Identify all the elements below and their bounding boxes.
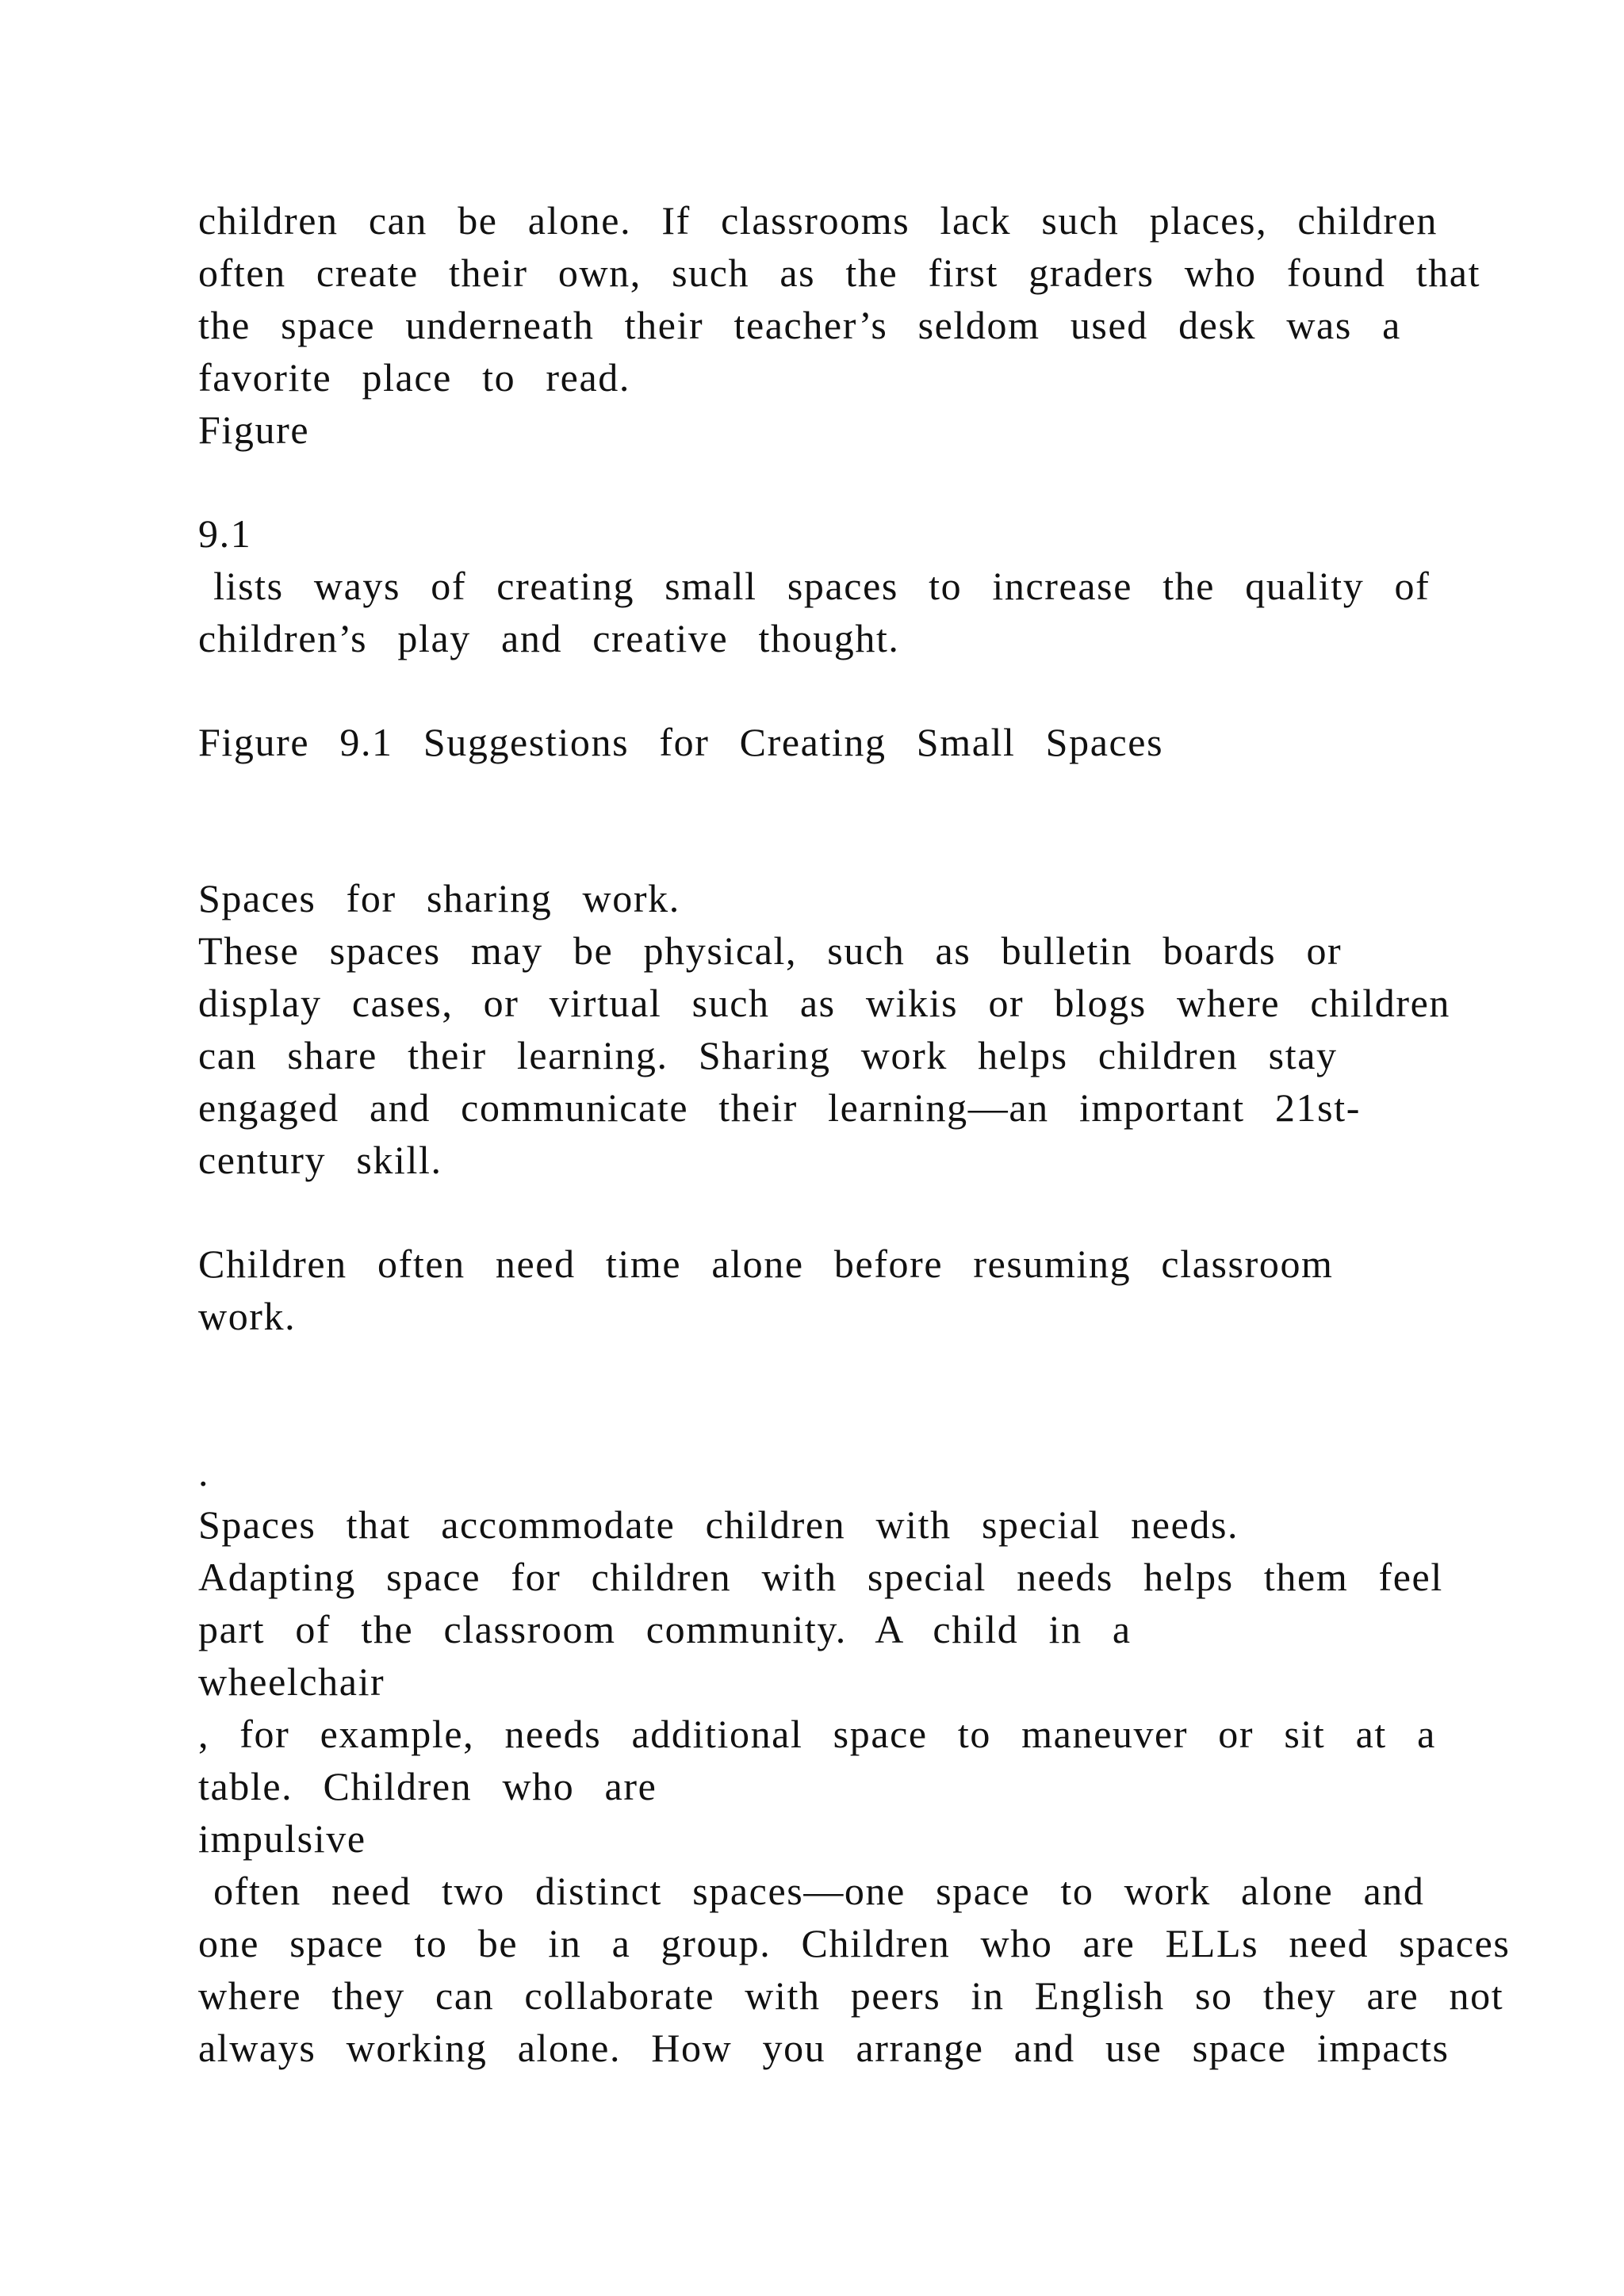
text-line: , for example, needs additional space to maneuver or sit at a xyxy=(198,1712,1436,1756)
text-line: wheelchair xyxy=(198,1659,385,1704)
figure-caption: Figure 9.1 Suggestions for Creating Small Spaces xyxy=(198,720,1164,764)
text-line: century skill. xyxy=(198,1138,442,1182)
text-line: always working alone. How you arrange and use space impacts xyxy=(198,2026,1450,2070)
text-line: . xyxy=(198,1450,210,1494)
text-line: table. Children who are xyxy=(198,1764,657,1808)
text-line: often need two distinct spaces—one space to work alone and xyxy=(198,1869,1425,1913)
text-line: children’s play and creative thought. xyxy=(198,616,900,660)
text-line: lists ways of creating small spaces to increase the quality of xyxy=(198,564,1431,608)
text-line: often create their own, such as the first graders who found that xyxy=(198,251,1481,295)
text-line: where they can collaborate with peers in English so they are not xyxy=(198,1973,1504,2018)
text-line: part of the classroom community. A child in a xyxy=(198,1607,1132,1651)
text-line: Adapting space for children with special needs helps them feel xyxy=(198,1555,1443,1599)
text-line: Children often need time alone before resuming classroom xyxy=(198,1242,1334,1286)
text-line: These spaces may be physical, such as bulletin boards or xyxy=(198,928,1342,973)
section-heading: Spaces for sharing work. xyxy=(198,876,680,920)
text-line: one space to be in a group. Children who are ELLs need spaces xyxy=(198,1921,1511,1965)
text-line: children can be alone. If classrooms lack such places, children xyxy=(198,198,1438,243)
text-line: 9.1 xyxy=(198,511,252,556)
text-line: the space underneath their teacher’s seldom used desk was a xyxy=(198,303,1401,347)
text-line: favorite place to read. xyxy=(198,355,630,400)
text-line: impulsive xyxy=(198,1816,366,1861)
text-line: can share their learning. Sharing work helps children stay xyxy=(198,1033,1338,1077)
section-heading: Spaces that accommodate children with special needs. xyxy=(198,1502,1239,1547)
text-line: work. xyxy=(198,1294,297,1338)
text-line: Figure xyxy=(198,408,310,452)
text-line: engaged and communicate their learning—an important 21st- xyxy=(198,1085,1361,1130)
text-line: display cases, or virtual such as wikis or blogs where children xyxy=(198,981,1451,1025)
